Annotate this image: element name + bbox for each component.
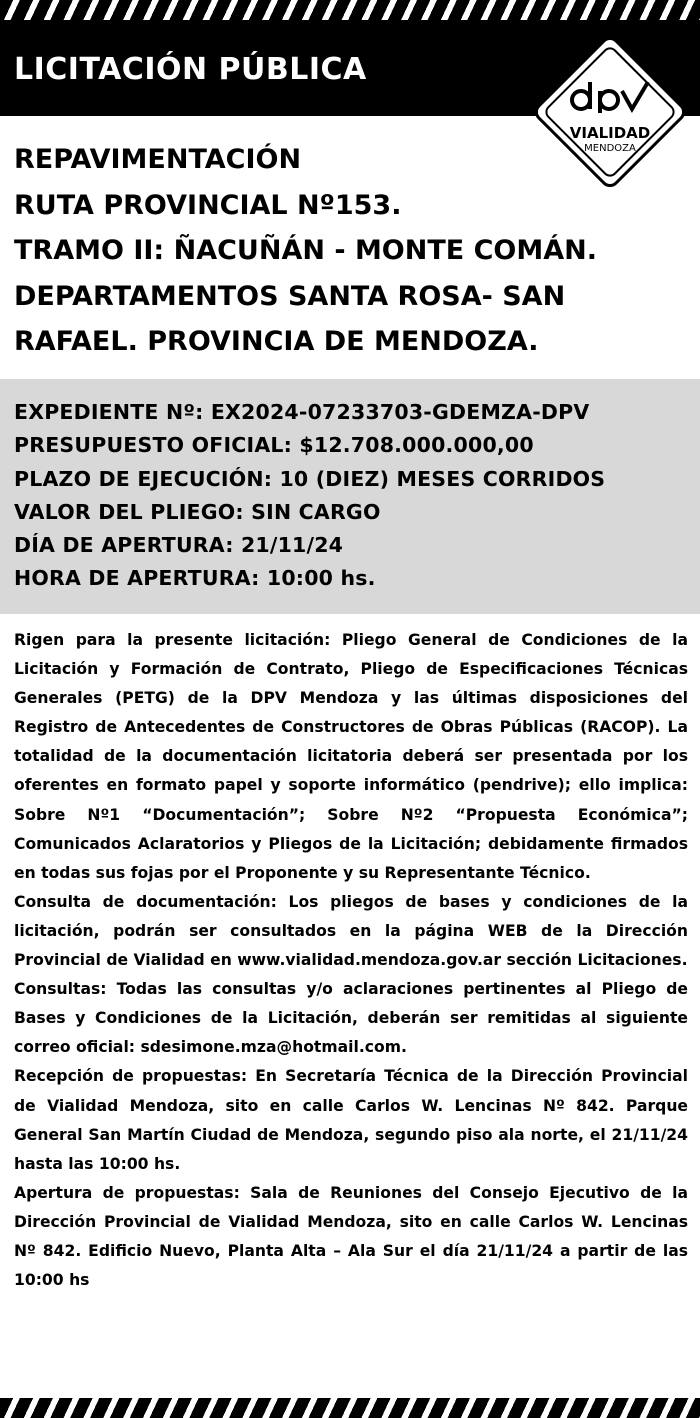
dpv-logo-icon (568, 78, 652, 114)
paragraph-apertura: Apertura de propuestas: Sala de Reuniones del Consejo Ejecutivo de la Dirección Provincial de Vialidad Mendoza, sito en calle Carlos W. Lencinas Nº 842. Edificio Nuevo, Planta Alta – Ala Sur el día 21/11/24 a partir de las 10:00 hs (14, 1183, 688, 1290)
title-line: RUTA PROVINCIAL Nº153. (14, 189, 402, 221)
detail-valor-pliego: VALOR DEL PLIEGO: SIN CARGO (14, 499, 381, 524)
logo-subtitle: MENDOZA (584, 143, 636, 154)
title-line: REPAVIMENTACIÓN (14, 144, 302, 175)
paragraph-consulta-documentacion: Consulta de documentación: Los pliegos de bases y condiciones de la licitación, podrán ser consultados en la página WEB de la Dirección Provincial de Vialidad en www.vialidad.mendoza.gov.ar sección Licitaciones. (14, 892, 688, 970)
title-line: RAFAEL. PROVINCIA DE MENDOZA. (14, 326, 539, 357)
bottom-hazard-stripe (0, 1398, 700, 1418)
paragraph-rigen: Rigen para la presente licitación: Pliego General de Condiciones de la Licitación y Formación de Contrato, Pliego de Especificaciones Técnicas Generales (PETG) de la DPV Mendoza y las últimas disposiciones del Registro de Antecedentes de Constructores de Obras Públicas (RACOP). La totalidad de la documentación licitatoria deberá ser presentada por los oferentes en formato papel y soporte informático (pendrive); ello implica: Sobre Nº1 “Documentación”; Sobre Nº2 “Propuesta Económica”; Comunicados Aclaratorios y Pliegos de la Licitación; debidamente firmados en todas sus fojas por el Proponente y su Representante Técnico. (14, 631, 688, 882)
paragraph-recepcion: Recepción de propuestas: En Secretaría Técnica de la Dirección Provincial de Vialidad Mendoza, sito en calle Carlos W. Lencinas Nº 842. Parque General San Martín Ciudad de Mendoza, segundo piso ala norte, el 21/11/24 hasta las 10:00 hs. (14, 1067, 688, 1173)
detail-hora-apertura: HORA DE APERTURA: 10:00 hs. (14, 566, 376, 591)
tender-details-box (0, 379, 700, 614)
detail-expediente: EXPEDIENTE Nº: EX2024-07233703-GDEMZA-DPV (14, 400, 590, 424)
logo-name: VIALIDAD (569, 124, 651, 142)
top-hazard-stripe (0, 0, 700, 20)
detail-presupuesto: PRESUPUESTO OFICIAL: $12.708.000.000,00 (14, 433, 534, 458)
detail-plazo: PLAZO DE EJECUCIÓN: 10 (DIEZ) MESES CORRIDOS (14, 466, 606, 491)
body-text (14, 626, 688, 1295)
title-line: TRAMO II: ÑACUÑÁN - MONTE COMÁN. (14, 235, 598, 266)
header-title: LICITACIÓN PÚBLICA (14, 52, 367, 87)
project-title (14, 137, 674, 365)
title-line: DEPARTAMENTOS SANTA ROSA- SAN (14, 280, 566, 312)
detail-dia-apertura: DÍA DE APERTURA: 21/11/24 (14, 533, 344, 558)
paragraph-consultas: Consultas: Todas las consultas y/o aclaraciones pertinentes al Pliego de Bases y Condiciones de la Licitación, deberán ser remitidas al siguiente correo oficial: sdesimone.mza@hotmail.com. (14, 980, 688, 1057)
